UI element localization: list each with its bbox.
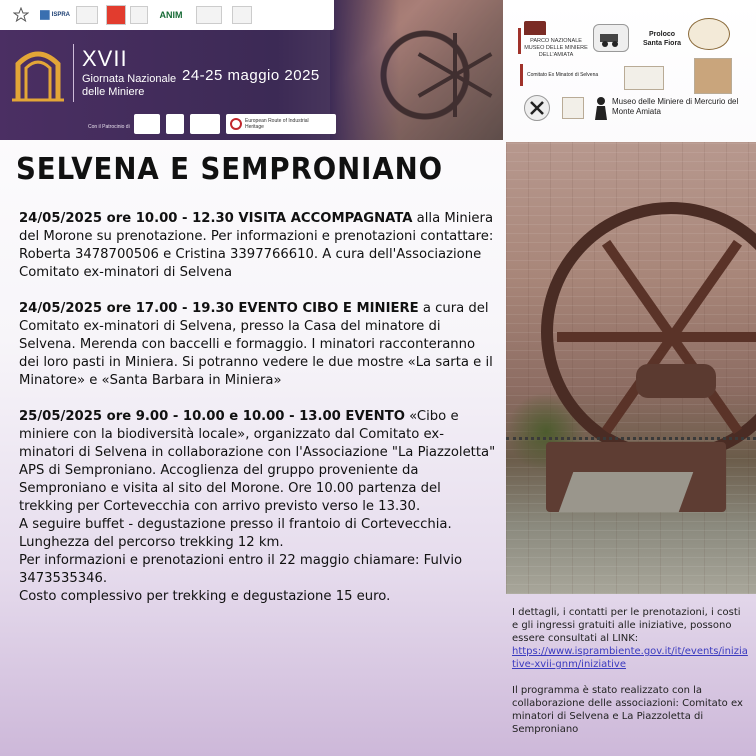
mine-arch-logo: [12, 42, 64, 102]
wheel-spoke: [418, 52, 493, 97]
museo-miniere-logo: Museo delle Miniere di Mercurio del Monte Amiata: [612, 97, 739, 116]
partner-logo: [562, 97, 584, 119]
event-name: Giornata Nazionale delle Miniere: [82, 73, 177, 98]
partner-logo: [694, 58, 732, 94]
info-panel: [512, 606, 748, 736]
comitato-logo: Comitato Ex Minatori di Selvena: [520, 64, 602, 86]
anim-logo: ANIM: [159, 10, 183, 20]
credits-text: Il programma è stato realizzato con la collaborazione delle associazioni: Comitato ex minatori di Selvena e La Piazzoletta di Semproniano: [512, 685, 743, 735]
wheel-spoke: [418, 52, 493, 97]
la-piazzoletta-logo: [688, 18, 730, 50]
ispra-logo: ISPRA: [40, 6, 70, 24]
patronage-logo: [190, 114, 220, 134]
event-item: [19, 408, 497, 606]
mine-wheel-photo: [506, 142, 756, 594]
event-body: alla Miniera del Morone su prenotazione. Per informazioni e prenotazioni contattare: Roberta 3478700506 e Cristina 3397766610. A cura dell'Associazione Comitato ex-minatori di Selvena: [19, 211, 494, 280]
event-extra: Per informazioni e prenotazioni entro il 22 maggio chiamare: Fulvio 3473535346.: [19, 553, 463, 586]
event-body: a cura del Comitato ex-minatori di Selvena, presso la Casa del minatore di Selvena. Merenda con baccelli e formaggio. I minatori racconteranno dei loro pasti in Miniera. Si potranno vedere le due mostre «La sarta e il Minatore» e «Santa Barbara in Miniera»: [19, 301, 493, 388]
miner-silhouette-icon: [592, 96, 610, 120]
event-extra: Costo complessivo per trekking e degustazione 15 euro.: [19, 589, 391, 604]
partner-logo: [624, 66, 664, 90]
events-link[interactable]: https://www.isprambiente.gov.it/it/events/iniziative-xvii-gnm/iniziative: [512, 646, 748, 670]
pickaxe-icon: [524, 95, 550, 121]
event-dates: 24-25 maggio 2025: [182, 67, 320, 84]
event-item: [19, 210, 497, 282]
wheel-spoke: [453, 33, 457, 117]
event-body: «Cibo e miniere con la biodiversità locale», organizzato dal Comitato ex-minatori di Selvena in collaborazione con l'Associazione "La Piazzoletta" APS di Semproniano. Accoglienza del gruppo proveniente da Semproniano e visita al sito del Morone. Ore 10.00 partenza del trekking per Cortevecchia con arrivo previsto verso le 13.30.: [19, 409, 496, 514]
header-banner: [0, 0, 503, 140]
proloco-logo: Proloco Santa Fiora: [642, 31, 682, 47]
banner-mine-photo: [330, 0, 503, 140]
locomotive-logo: [593, 24, 629, 52]
erih-logo: European Route of Industrial Heritage: [226, 114, 336, 134]
event-item: [19, 300, 497, 390]
event-heading: 25/05/2025 ore 9.00 - 10.00 e 10.00 - 13.00 EVENTO: [19, 409, 405, 424]
partner-logo: [196, 6, 222, 24]
partner-logo: [106, 5, 126, 25]
events-list: [19, 210, 497, 624]
republic-emblem-icon: [8, 6, 34, 24]
edition-number: XVII: [82, 46, 128, 71]
event-heading: 24/05/2025 ore 10.00 - 12.30 VISITA ACCOMPAGNATA: [19, 211, 413, 226]
partner-logo: [76, 6, 98, 24]
details-text: I dettagli, i contatti per le prenotazioni, i costi e gli ingressi gratuiti alle iniziative, possono essere consultati al LINK:: [512, 607, 741, 644]
partner-logo: [130, 6, 148, 24]
patronage-logo: [134, 114, 160, 134]
patronage-label: Con il Patrocinio di: [88, 124, 130, 130]
mine-tower-icon: [524, 21, 546, 35]
patronage-logo: [166, 114, 184, 134]
banner-divider: [73, 44, 74, 102]
banner-logo-strip: [0, 0, 334, 30]
event-extra: A seguire buffet - degustazione presso il frantoio di Cortevecchia. Lunghezza del percorso trekking 12 km.: [19, 517, 452, 550]
partner-logo: [232, 6, 252, 24]
event-heading: 24/05/2025 ore 17.00 - 19.30 EVENTO CIBO E MINIERE: [19, 301, 419, 316]
parco-museo-logo: PARCO NAZIONALE MUSEO DELLE MINIERE DELL'AMIATA: [518, 14, 588, 66]
page-title: SELVENA E SEMPRONIANO: [16, 152, 444, 187]
